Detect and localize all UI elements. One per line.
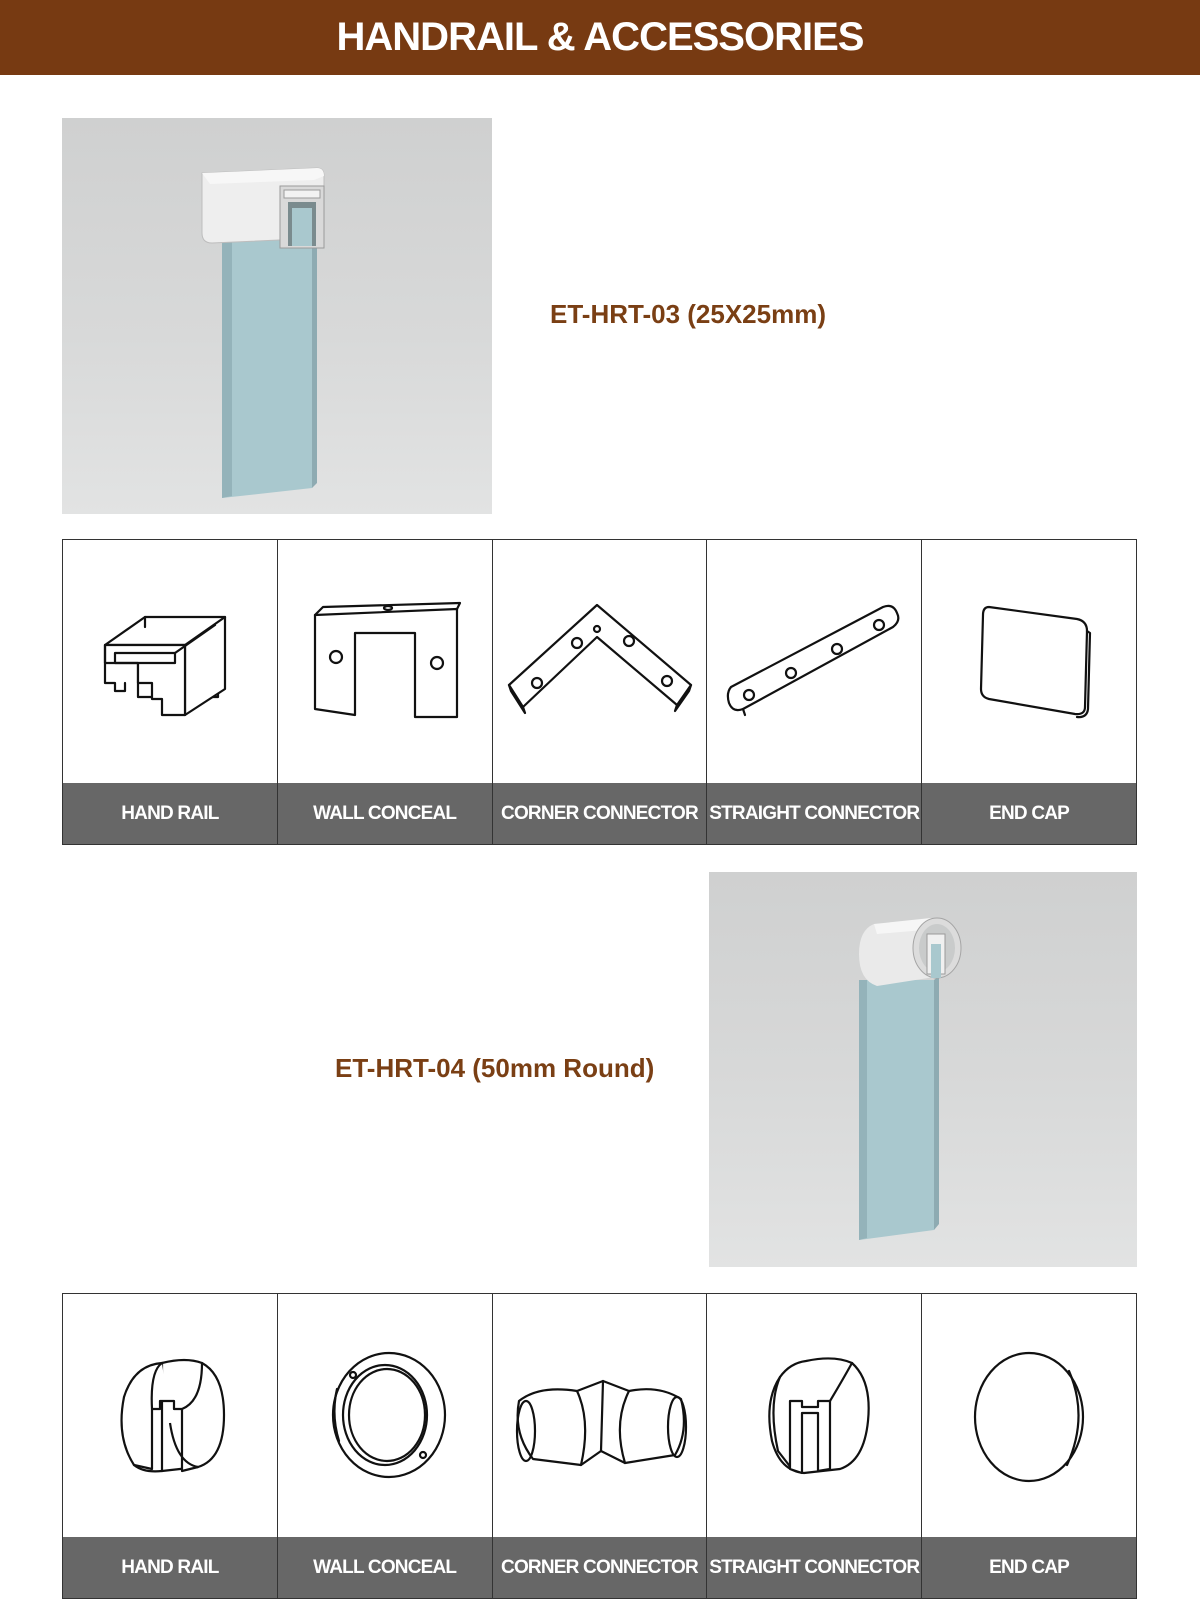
accessory-cell: [278, 1294, 493, 1598]
accessory-label: HAND RAIL: [63, 1537, 277, 1598]
accessory-label: WALL CONCEAL: [278, 1537, 492, 1598]
accessory-cell: [707, 540, 922, 844]
accessory-cell: [278, 540, 493, 844]
accessories-table-square: [62, 539, 1137, 845]
square-corner-connector-icon: [499, 587, 699, 737]
accessory-cell: [922, 1294, 1136, 1598]
accessory-cell: [63, 540, 278, 844]
accessory-label: HAND RAIL: [63, 783, 277, 844]
round-end-cap-icon: [959, 1341, 1099, 1491]
accessory-label: END CAP: [922, 1537, 1136, 1598]
accessory-cell: [63, 1294, 278, 1598]
page-title: HANDRAIL & ACCESSORIES: [336, 15, 864, 59]
product-photo-round: [709, 872, 1137, 1267]
square-wall-conceal-icon: [295, 587, 475, 737]
square-end-cap-icon: [959, 587, 1099, 737]
accessory-cell: [493, 540, 708, 844]
product-code-round: ET-HRT-04 (50mm Round): [335, 1053, 655, 1083]
accessory-cell: [707, 1294, 922, 1598]
accessory-label: WALL CONCEAL: [278, 783, 492, 844]
product-photo-square: [62, 118, 492, 514]
round-straight-connector-icon: [734, 1341, 894, 1491]
product-code-square: ET-HRT-03 (25X25mm): [550, 299, 826, 329]
accessory-label: STRAIGHT CONNECTOR: [707, 1537, 921, 1598]
round-rail-render-icon: [709, 872, 1137, 1267]
round-hand-rail-icon: [90, 1341, 250, 1491]
square-straight-connector-icon: [719, 587, 909, 737]
accessory-cell: [922, 540, 1136, 844]
accessory-label: STRAIGHT CONNECTOR: [707, 783, 921, 844]
round-corner-connector-icon: [499, 1341, 699, 1491]
accessory-label: END CAP: [922, 783, 1136, 844]
accessories-table-round: [62, 1293, 1137, 1599]
square-hand-rail-icon: [90, 587, 250, 737]
accessory-label: CORNER CONNECTOR: [493, 783, 707, 844]
accessory-label: CORNER CONNECTOR: [493, 1537, 707, 1598]
header-bar: [0, 0, 1200, 75]
square-rail-render-icon: [62, 118, 492, 514]
round-wall-conceal-icon: [305, 1341, 465, 1491]
accessory-cell: [493, 1294, 708, 1598]
